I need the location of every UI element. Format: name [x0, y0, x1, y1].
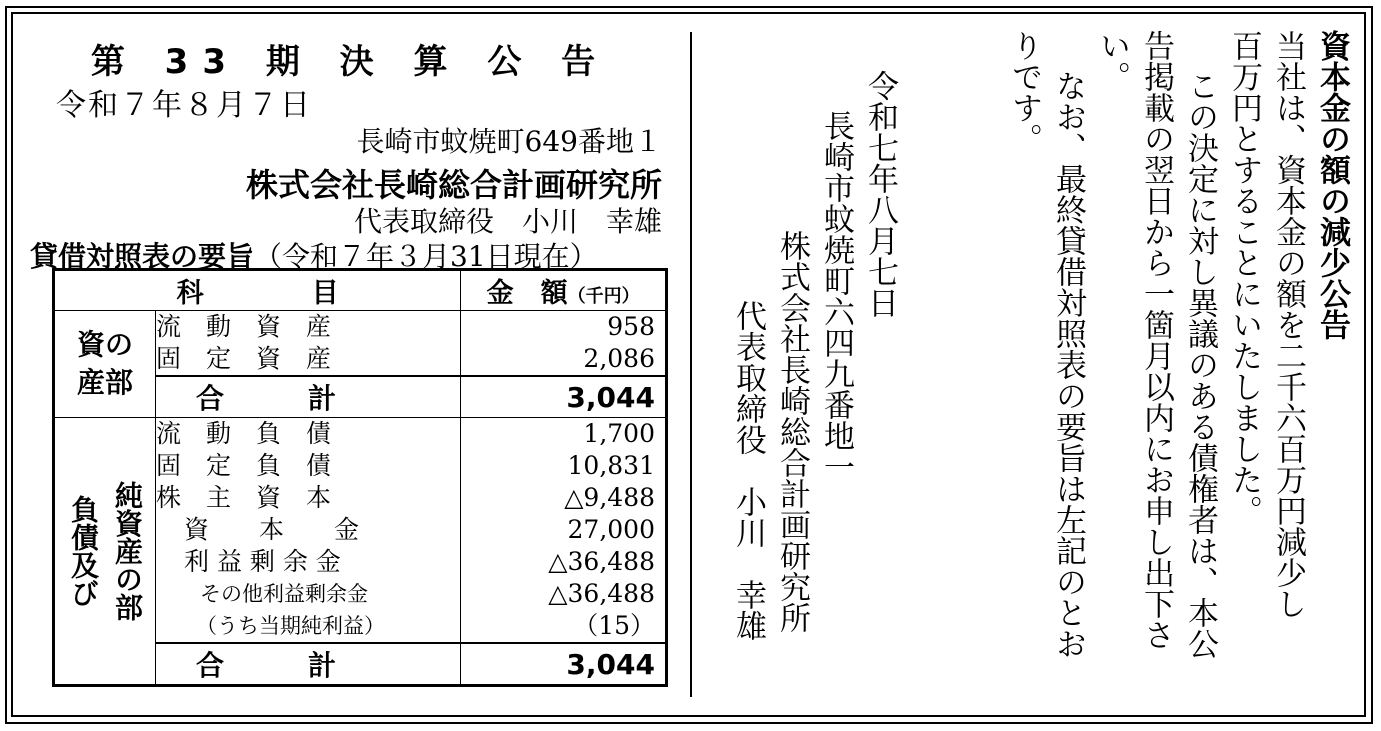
notice-line: この決定に対し異議のある債権者は、本公 [1182, 70, 1218, 659]
table-row [54, 311, 667, 344]
liability-item-name: 株 主 資 本 [156, 482, 461, 514]
assets-section-label [54, 311, 156, 418]
notice-line: 告掲載の翌日から一箇月以内にお申し出下さ [1138, 30, 1174, 650]
liabilities-total-label: 合 計 [156, 643, 461, 686]
asset-item-name: 固 定 資 産 [156, 343, 461, 376]
liability-item-name: 固 定 負 債 [156, 450, 461, 482]
notice-date: 令和７年８月７日 [56, 88, 312, 123]
liability-item-name: （うち当期純利益） [156, 610, 461, 643]
representative: 代表取締役 小川 幸雄 [353, 205, 662, 238]
liab-label-col1: 負債及び [67, 495, 100, 607]
assets-label-line1: 資の [76, 328, 133, 361]
col-amount-header [461, 270, 667, 311]
column-divider [690, 32, 692, 697]
notice-line: い。 [1094, 30, 1130, 92]
liability-item-value: 10,831 [461, 450, 667, 482]
notice-address: 長崎市蚊焼町六四九番地一 [818, 110, 854, 482]
liability-item-value: △9,488 [461, 482, 667, 514]
balance-sheet-heading-date: （令和７年３月31日現在） [254, 240, 598, 273]
notice-line: 当社は、資本金の額を二千六百万円減少し [1270, 30, 1306, 619]
liabilities-total-value: 3,044 [461, 643, 667, 686]
liability-item-name: 利 益 剰 余 金 [156, 546, 461, 578]
asset-item-value: 958 [461, 311, 667, 344]
balance-sheet-table [52, 268, 668, 687]
capital-reduction-notice [700, 30, 1360, 700]
liability-item-value: △36,488 [461, 546, 667, 578]
liability-item-value: △36,488 [461, 578, 667, 610]
notice-line: りです。 [1006, 30, 1042, 154]
liability-item-value: 1,700 [461, 418, 667, 451]
liability-item-value: 27,000 [461, 514, 667, 546]
company-name: 株式会社長崎総合計画研究所 [245, 166, 662, 204]
liab-label-col2: 純資産の部 [111, 481, 144, 621]
notice-line: 百万円とすることにいたしました。 [1226, 30, 1262, 526]
asset-item-name: 流 動 資 産 [156, 311, 461, 344]
unit-label: （千円） [567, 286, 640, 307]
notice-company: 株式会社長崎総合計画研究所 [774, 230, 810, 633]
notice-date: 令和七年八月七日 [862, 70, 898, 318]
notice-representative: 代表取締役 小川 幸雄 [730, 300, 766, 641]
asset-item-value: 2,086 [461, 343, 667, 376]
assets-total-label: 合 計 [156, 376, 461, 418]
liability-item-name: その他利益剰余金 [156, 578, 461, 610]
assets-total-value: 3,044 [461, 376, 667, 418]
liability-item-name: 資 本 金 [156, 514, 461, 546]
liability-item-name: 流 動 負 債 [156, 418, 461, 451]
notice-line: なお、最終貸借対照表の要旨は左記のとお [1050, 70, 1086, 659]
col-item-header: 科 目 [54, 270, 461, 311]
company-address: 長崎市蚊焼町649番地１ [356, 125, 662, 158]
liability-item-value: （15） [461, 610, 667, 643]
amount-label: 金 額 [486, 278, 568, 309]
notice-heading: 資本金の額の減少公告 [1314, 30, 1350, 340]
table-header-row [54, 270, 667, 311]
table-row [54, 418, 667, 451]
assets-label-line2: 産部 [76, 366, 133, 399]
notice-title: 第 33 期 決 算 公 告 [90, 42, 610, 82]
liabilities-section-label [54, 418, 156, 686]
balance-sheet-heading-bold: 貸借対照表の要旨 [30, 240, 255, 273]
